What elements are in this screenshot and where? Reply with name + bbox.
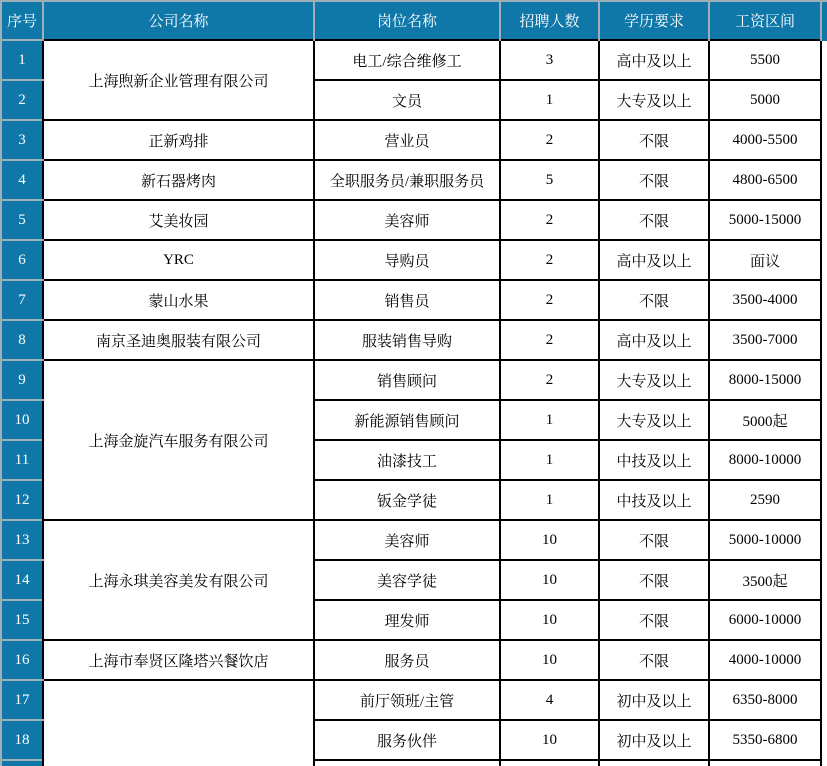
education-cell: 不限 [599,520,709,560]
row-index-cell: 18 [1,720,43,760]
table-row [1,360,821,400]
row-index-cell: 2 [1,80,43,120]
count-cell: 5 [500,160,599,200]
company-cell: 蒙山水果 [43,280,314,320]
company-cell: 新石器烤肉 [43,160,314,200]
count-cell: 2 [500,200,599,240]
count-cell: 10 [500,640,599,680]
header-cell-serial: 序号 [1,1,43,40]
education-cell: 大专及以上 [599,400,709,440]
count-cell: 10 [500,600,599,640]
education-cell: 初中及以上 [599,680,709,720]
row-index-cell: 12 [1,480,43,520]
position-cell [314,760,500,766]
table-row [1,280,821,320]
salary-cell: 面议 [709,240,821,280]
salary-cell: 4000-5500 [709,120,821,160]
salary-cell: 8000-15000 [709,360,821,400]
company-cell [43,680,314,766]
salary-cell: 4800-6500 [709,160,821,200]
count-cell: 10 [500,520,599,560]
table-row [1,320,821,360]
company-cell: 上海市奉贤区隆塔兴餐饮店 [43,640,314,680]
salary-cell: 8000-10000 [709,440,821,480]
education-cell: 高中及以上 [599,40,709,80]
education-cell: 大专及以上 [599,360,709,400]
position-cell: 导购员 [314,240,500,280]
education-cell: 不限 [599,120,709,160]
education-cell: 大专及以上 [599,80,709,120]
row-index-cell: 7 [1,280,43,320]
education-cell: 不限 [599,560,709,600]
salary-cell: 6350-8000 [709,680,821,720]
salary-cell: 4000-10000 [709,640,821,680]
header-cell-count: 招聘人数 [500,1,599,40]
header-cell-position: 岗位名称 [314,1,500,40]
count-cell: 1 [500,440,599,480]
salary-cell: 5350-6800 [709,720,821,760]
salary-cell: 2590 [709,480,821,520]
row-index-cell: 6 [1,240,43,280]
position-cell: 油漆技工 [314,440,500,480]
position-cell: 电工/综合维修工 [314,40,500,80]
company-cell: 正新鸡排 [43,120,314,160]
position-cell: 美容师 [314,200,500,240]
row-index-cell: 9 [1,360,43,400]
table-row [1,640,821,680]
position-cell: 销售员 [314,280,500,320]
count-cell: 1 [500,80,599,120]
row-index-cell: 14 [1,560,43,600]
row-index-cell: 11 [1,440,43,480]
salary-cell: 6000-10000 [709,600,821,640]
table-row [1,40,821,80]
education-cell: 不限 [599,600,709,640]
count-cell: 10 [500,720,599,760]
count-cell: 2 [500,360,599,400]
table-row [1,680,821,720]
table-row [1,240,821,280]
education-cell: 不限 [599,640,709,680]
row-index-cell: 16 [1,640,43,680]
company-cell: 上海煦新企业管理有限公司 [43,40,314,120]
row-index-cell [1,760,43,766]
table-header [1,1,821,40]
position-cell: 美容学徒 [314,560,500,600]
salary-cell: 5000-10000 [709,520,821,560]
header-cell-education: 学历要求 [599,1,709,40]
education-cell: 高中及以上 [599,240,709,280]
partial-next-column-header [820,0,827,41]
position-cell: 服装销售导购 [314,320,500,360]
company-cell: 上海金旋汽车服务有限公司 [43,360,314,520]
position-cell: 全职服务员/兼职服务员 [314,160,500,200]
salary-cell [709,760,821,766]
header-row [1,1,821,40]
education-cell: 中技及以上 [599,480,709,520]
company-cell: 艾美妆园 [43,200,314,240]
row-index-cell: 13 [1,520,43,560]
company-cell: 上海永琪美容美发有限公司 [43,520,314,640]
count-cell: 2 [500,320,599,360]
row-index-cell: 3 [1,120,43,160]
salary-cell: 3500起 [709,560,821,600]
position-cell: 销售顾问 [314,360,500,400]
row-index-cell: 4 [1,160,43,200]
position-cell: 理发师 [314,600,500,640]
header-cell-company: 公司名称 [43,1,314,40]
row-index-cell: 10 [1,400,43,440]
company-cell: 南京圣迪奥服装有限公司 [43,320,314,360]
header-cell-salary: 工资区间 [709,1,821,40]
count-cell: 2 [500,280,599,320]
position-cell: 文员 [314,80,500,120]
position-cell: 前厅领班/主管 [314,680,500,720]
table-row [1,520,821,560]
table-row [1,160,821,200]
education-cell: 不限 [599,200,709,240]
row-index-cell: 15 [1,600,43,640]
position-cell: 美容师 [314,520,500,560]
company-cell: YRC [43,240,314,280]
salary-cell: 5000-15000 [709,200,821,240]
position-cell: 钣金学徒 [314,480,500,520]
count-cell: 3 [500,40,599,80]
education-cell: 高中及以上 [599,320,709,360]
table-row [1,120,821,160]
table-row [1,200,821,240]
salary-cell: 3500-4000 [709,280,821,320]
position-cell: 营业员 [314,120,500,160]
row-index-cell: 17 [1,680,43,720]
position-cell: 服务伙伴 [314,720,500,760]
count-cell: 4 [500,680,599,720]
position-cell: 新能源销售顾问 [314,400,500,440]
row-index-cell: 1 [1,40,43,80]
row-index-cell: 5 [1,200,43,240]
count-cell [500,760,599,766]
count-cell: 1 [500,480,599,520]
salary-cell: 3500-7000 [709,320,821,360]
count-cell: 1 [500,400,599,440]
education-cell: 初中及以上 [599,720,709,760]
education-cell [599,760,709,766]
salary-cell: 5000起 [709,400,821,440]
row-index-cell: 8 [1,320,43,360]
position-cell: 服务员 [314,640,500,680]
education-cell: 中技及以上 [599,440,709,480]
education-cell: 不限 [599,280,709,320]
education-cell: 不限 [599,160,709,200]
salary-cell: 5000 [709,80,821,120]
table-body [1,40,821,766]
count-cell: 2 [500,240,599,280]
count-cell: 2 [500,120,599,160]
count-cell: 10 [500,560,599,600]
salary-cell: 5500 [709,40,821,80]
